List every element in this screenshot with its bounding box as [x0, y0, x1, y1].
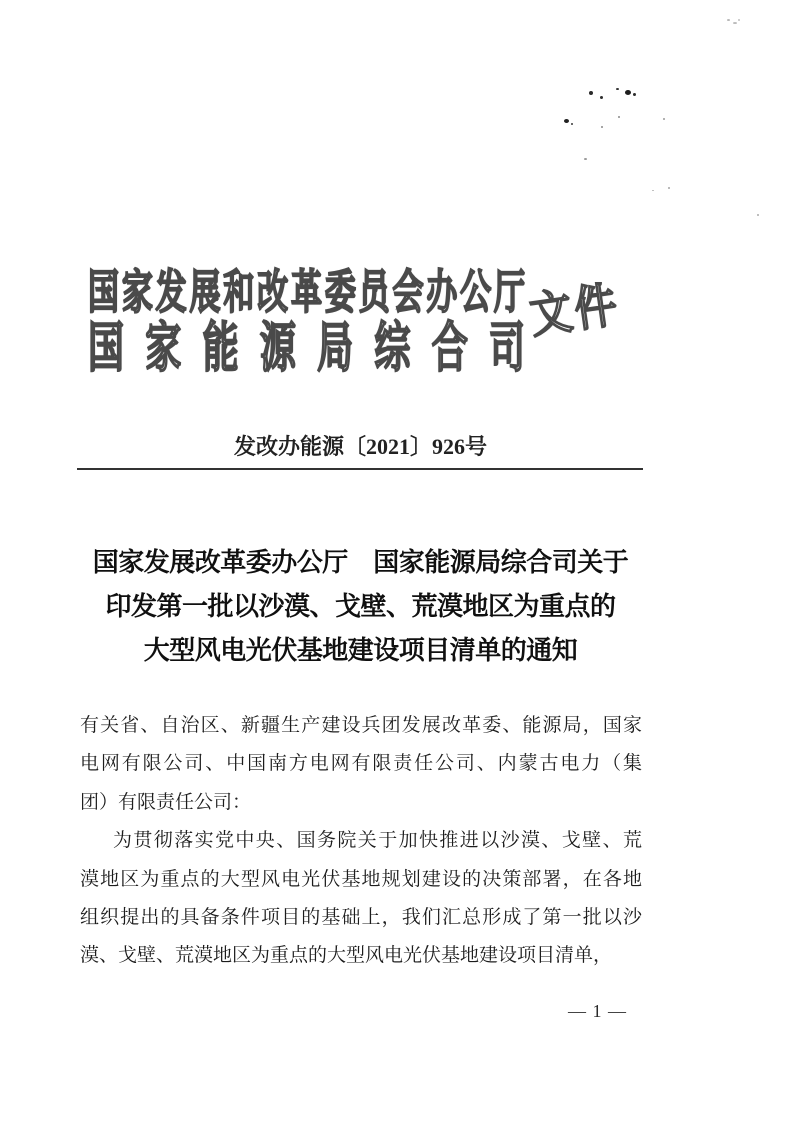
- scan-speck: [733, 22, 737, 24]
- document-title: [78, 540, 643, 672]
- document-title-line-1: 国家发展改革委办公厅 国家能源局综合司关于: [92, 547, 629, 577]
- document-title-line-3: 大型风电光伏基地建设项目清单的通知: [143, 635, 578, 665]
- body-line: 漠地区为重点的大型风电光伏基地规划建设的决策部署，在各地: [80, 868, 642, 890]
- document-body: [80, 707, 642, 976]
- scan-speck: [757, 214, 759, 216]
- scan-speck: [727, 19, 730, 21]
- body-line: 为贯彻落实党中央、国务院关于加快推进以沙漠、戈壁、荒: [113, 830, 642, 852]
- scan-speck: [738, 19, 740, 21]
- document-number: 发改办能源〔2021〕926号: [233, 434, 487, 459]
- document-content-column: [78, 0, 643, 1130]
- body-line: 组织提出的具备条件项目的基础上，我们汇总形成了第一批以沙: [80, 907, 642, 929]
- letterhead-wenjian-stamp: 文件: [526, 279, 624, 345]
- scan-speck: [652, 190, 654, 191]
- document-title-line-2: 印发第一批以沙漠、戈壁、荒漠地区为重点的: [105, 591, 616, 621]
- header-rule: [77, 468, 643, 470]
- body-line: 团）有限责任公司：: [80, 791, 252, 813]
- body-line: 漠、戈壁、荒漠地区为重点的大型风电光伏基地建设项目清单，: [80, 945, 613, 967]
- scan-speck: [663, 118, 665, 120]
- scan-speck: [668, 187, 670, 189]
- page-number: — 1 —: [568, 1001, 627, 1021]
- body-line: 有关省、自治区、新疆生产建设兵团发展改革委、能源局，国家: [80, 715, 642, 736]
- letterhead-issuer-line-1: 国家发展和改革委员会办公厅: [88, 266, 525, 319]
- letterhead-issuer-line-2: 国家能源局综合司: [88, 318, 525, 378]
- body-line: 电网有限公司、中国南方电网有限责任公司、内蒙古电力（集: [80, 753, 642, 775]
